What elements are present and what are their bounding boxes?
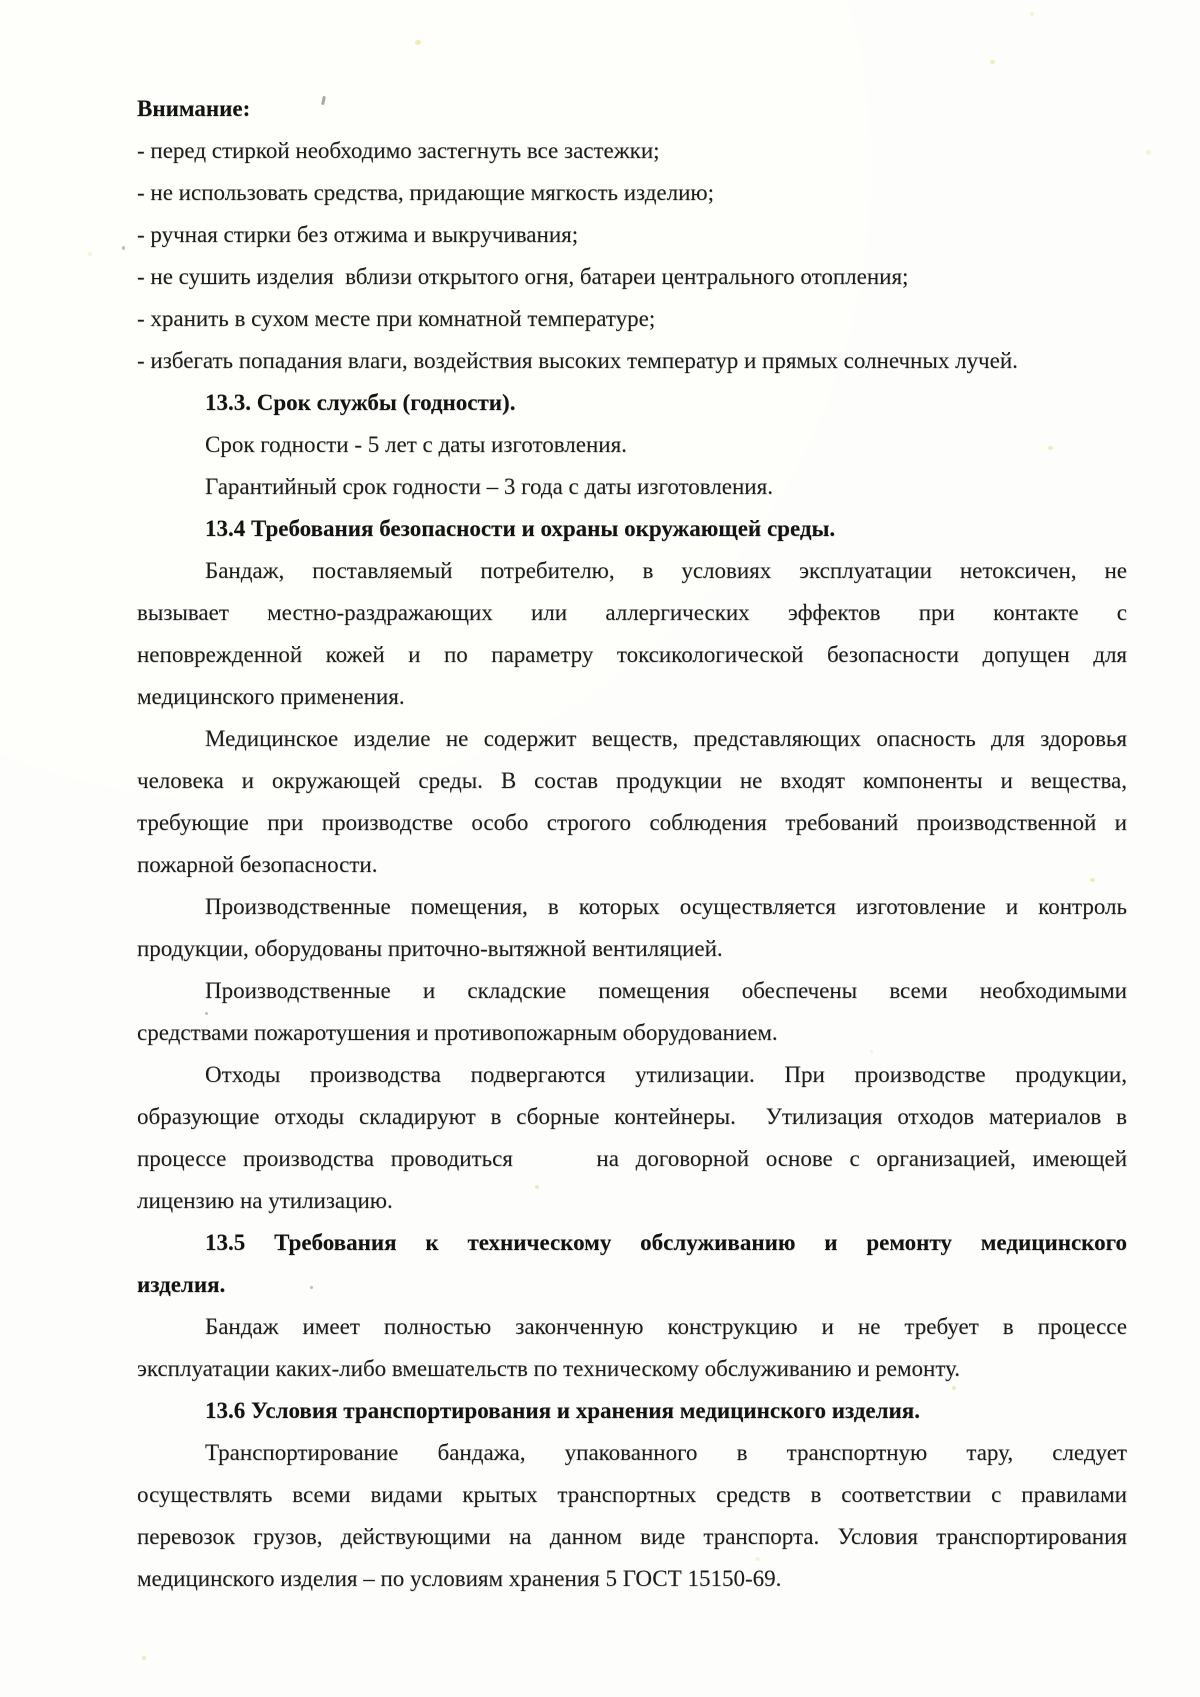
paragraph-ventilation (137, 886, 1127, 970)
paragraph-nontoxic (137, 550, 1127, 718)
section-13-5-heading (137, 1222, 1127, 1306)
text-line: Гарантийный срок годности – 3 года с даты изготовления. (205, 474, 773, 499)
text-line: Транспортирование бандажа, упакованного в транспортную тару, следует (205, 1440, 1127, 1465)
heading-line: 13.3. Срок службы (годности). (205, 390, 516, 415)
heading-line: Внимание: (137, 96, 251, 121)
text-line: - хранить в сухом месте при комнатной температуре; (137, 306, 656, 331)
text-line: процессе производства проводиться на договорной основе с организацией, имеющей (137, 1146, 1127, 1171)
text-line: вызывает местно-раздражающих или аллергических эффектов при контакте с (137, 600, 1127, 625)
text-line: средствами пожаротушения и противопожарным оборудованием. (137, 1020, 778, 1045)
text-line: - ручная стирки без отжима и выкручивания; (137, 222, 579, 247)
paragraph-transport (137, 1432, 1127, 1600)
heading-line: 13.5 Требования к техническому обслуживанию и ремонту медицинского (205, 1230, 1127, 1255)
text-line: Бандаж, поставляемый потребителю, в условиях эксплуатации нетоксичен, не (205, 558, 1127, 583)
text-line: продукции, оборудованы приточно-вытяжной вентиляцией. (137, 936, 723, 961)
section-13-3-heading (137, 382, 1127, 424)
heading-line: изделия. (137, 1272, 226, 1297)
paragraph-maintenance (137, 1306, 1127, 1390)
warranty-text (137, 466, 1127, 508)
care-instructions-list (137, 130, 1127, 382)
text-line: осуществлять всеми видами крытых транспортных средств в соответствии с правилами (137, 1482, 1127, 1507)
text-line: - не использовать средства, придающие мягкость изделию; (137, 180, 714, 205)
text-line: Производственные помещения, в которых осуществляется изготовление и контроль (205, 894, 1127, 919)
text-line: Отходы производства подвергаются утилизации. При производстве продукции, (205, 1062, 1127, 1087)
text-line: человека и окружающей среды. В состав продукции не входят компоненты и вещества, (137, 768, 1127, 793)
paragraph-fire-safety (137, 970, 1127, 1054)
text-line: образующие отходы складируют в сборные контейнеры. Утилизация отходов материалов в (137, 1104, 1127, 1129)
paragraph-composition (137, 718, 1127, 886)
text-line: Бандаж имеет полностью законченную конструкцию и не требует в процессе (205, 1314, 1127, 1339)
text-line: медицинского применения. (137, 684, 405, 709)
text-line: - не сушить изделия вблизи открытого огня, батареи центрального отопления; (137, 264, 909, 289)
text-line: лицензию на утилизацию. (137, 1188, 393, 1213)
text-line: перевозок грузов, действующими на данном виде транспорта. Условия транспортирования (137, 1524, 1127, 1549)
text-line: - перед стиркой необходимо застегнуть все застежки; (137, 138, 660, 163)
text-line: пожарной безопасности. (137, 852, 378, 877)
text-line: Производственные и складские помещения обеспечены всеми необходимыми (205, 978, 1127, 1003)
text-line: - избегать попадания влаги, воздействия высоких температур и прямых солнечных лучей. (137, 348, 1018, 373)
text-line: Срок годности - 5 лет с даты изготовления. (205, 432, 627, 457)
document-content (137, 88, 1127, 1600)
attention-heading (137, 88, 1127, 130)
heading-line: 13.6 Условия транспортирования и хранения медицинского изделия. (205, 1398, 920, 1423)
text-line: неповрежденной кожей и по параметру токсикологической безопасности допущен для (137, 642, 1127, 667)
text-line: медицинского изделия – по условиям хранения 5 ГОСТ 15150-69. (137, 1566, 782, 1591)
text-line: требующие при производстве особо строгого соблюдения требований производственной и (137, 810, 1127, 835)
text-line: Медицинское изделие не содержит веществ, представляющих опасность для здоровья (205, 726, 1127, 751)
paragraph-waste-disposal (137, 1054, 1127, 1222)
section-13-6-heading (137, 1390, 1127, 1432)
shelf-life-text (137, 424, 1127, 466)
text-line: эксплуатации каких-либо вмешательств по техническому обслуживанию и ремонту. (137, 1356, 961, 1381)
section-13-4-heading (137, 508, 1127, 550)
heading-line: 13.4 Требования безопасности и охраны окружающей среды. (205, 516, 836, 541)
